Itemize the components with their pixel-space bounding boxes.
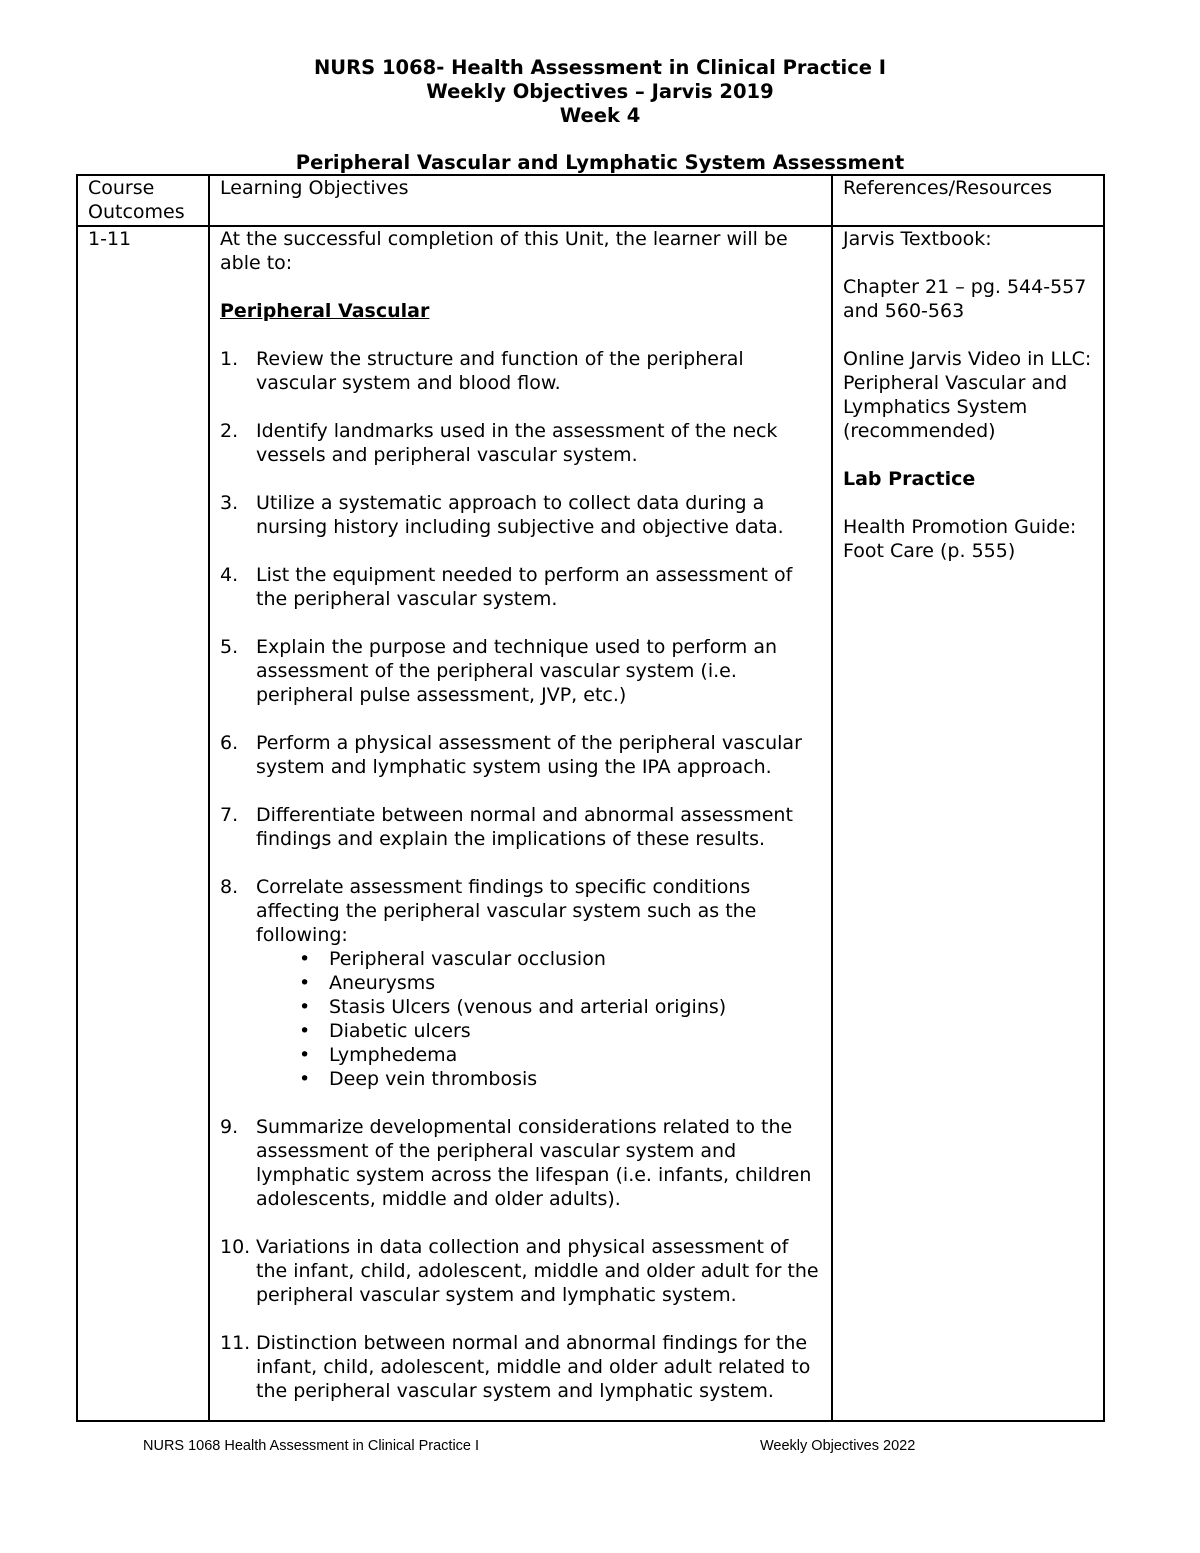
ref-lab-practice: Lab Practice [843,468,976,490]
objective-item [220,1235,821,1307]
objective-item [220,635,821,707]
objective-number: 10. [220,1236,251,1258]
objective-number: 3. [220,492,239,514]
condition-item [299,971,821,995]
condition-text: Deep vein thrombosis [329,1068,538,1090]
condition-text: Stasis Ulcers (venous and arterial origins) [329,996,727,1018]
table-header-row [77,175,1104,226]
ref-chapter: Chapter 21 – pg. 544-557 and 560-563 [843,276,1087,322]
objective-number: 8. [220,876,239,898]
condition-text: Lymphedema [329,1044,458,1066]
objective-item [220,419,821,467]
bullet-icon: • [299,948,311,970]
objective-item [220,1115,821,1211]
subheading-peripheral-vascular: Peripheral Vascular [220,300,430,322]
condition-item [299,947,821,971]
conditions-list [256,947,821,1091]
condition-text: Peripheral vascular occlusion [329,948,606,970]
document-title: NURS 1068- Health Assessment in Clinical Practice I [313,56,887,79]
objectives-table [76,174,1105,1422]
objective-text: Explain the purpose and technique used to perform an assessment of the peripheral vascular system (i.e. peripheral pulse assessment, JVP, etc.) [256,636,778,706]
objective-text: Identify landmarks used in the assessment of the neck vessels and peripheral vascular system. [256,420,778,466]
condition-text: Aneurysms [329,972,436,994]
condition-text: Diabetic ulcers [329,1020,471,1042]
objective-text: Differentiate between normal and abnormal assessment findings and explain the implications of these results. [256,804,793,850]
ref-textbook: Jarvis Textbook: [843,228,992,250]
objective-text: Review the structure and function of the peripheral vascular system and blood flow. [256,348,744,394]
header-course-outcomes-line2: Outcomes [88,201,185,223]
objective-item [220,1331,821,1403]
objective-text: Summarize developmental considerations related to the assessment of the peripheral vascular system and lymphatic system across the lifespan (i.e. infants, children adolescents, middle and older adults). [256,1116,812,1210]
objective-text: Correlate assessment findings to specific conditions affecting the peripheral vascular system such as the following: [256,876,757,946]
document-subtitle: Weekly Objectives – Jarvis 2019 [426,80,774,103]
condition-item [299,995,821,1019]
objective-number: 11. [220,1332,251,1354]
objective-number: 7. [220,804,239,826]
objective-text: Utilize a systematic approach to collect data during a nursing history including subjective and objective data. [256,492,784,538]
ref-health-guide: Health Promotion Guide: Foot Care (p. 555) [843,516,1077,562]
week-label: Week 4 [559,104,641,127]
footer-doc-label: Weekly Objectives 2022 [760,1438,916,1454]
condition-item [299,1043,821,1067]
objective-number: 1. [220,348,239,370]
objective-item [220,731,821,779]
objective-item [220,563,821,611]
course-outcome-value: 1-11 [77,226,209,1421]
objective-text: Distinction between normal and abnormal findings for the infant, child, adolescent, middle and older adult related to the peripheral vascular system and lymphatic system. [256,1332,811,1402]
objective-text: List the equipment needed to perform an assessment of the peripheral vascular system. [256,564,793,610]
objective-item [220,875,821,1091]
objectives-cell [209,226,832,1421]
objective-text: Perform a physical assessment of the peripheral vascular system and lymphatic system using the IPA approach. [256,732,802,778]
condition-item [299,1019,821,1043]
objective-item [220,803,821,851]
objective-number: 4. [220,564,239,586]
objective-text: Variations in data collection and physical assessment of the infant, child, adolescent, middle and older adult for the peripheral vascular system and lymphatic system. [256,1236,819,1306]
bullet-icon: • [299,1068,311,1090]
header-references: References/Resources [832,175,1104,226]
condition-item [299,1067,821,1091]
objective-item [220,347,821,395]
bullet-icon: • [299,972,311,994]
intro-text: At the successful completion of this Unit, the learner will be able to: [220,228,788,274]
footer-course-name: NURS 1068 Health Assessment in Clinical Practice I [143,1438,480,1454]
bullet-icon: • [299,996,311,1018]
header-course-outcomes-line1: Course [88,177,155,199]
header-learning-objectives: Learning Objectives [209,175,832,226]
references-cell [832,226,1104,1421]
objective-number: 6. [220,732,239,754]
header-course-outcomes [77,175,209,226]
objective-number: 5. [220,636,239,658]
objectives-list [220,347,821,1403]
bullet-icon: • [299,1044,311,1066]
ref-video: Online Jarvis Video in LLC: Peripheral Vascular and Lymphatics System (recommended) [843,348,1092,442]
table-row [77,226,1104,1421]
bullet-icon: • [299,1020,311,1042]
objective-number: 2. [220,420,239,442]
objective-item [220,491,821,539]
section-title: Peripheral Vascular and Lymphatic System Assessment [295,151,905,174]
objective-number: 9. [220,1116,239,1138]
